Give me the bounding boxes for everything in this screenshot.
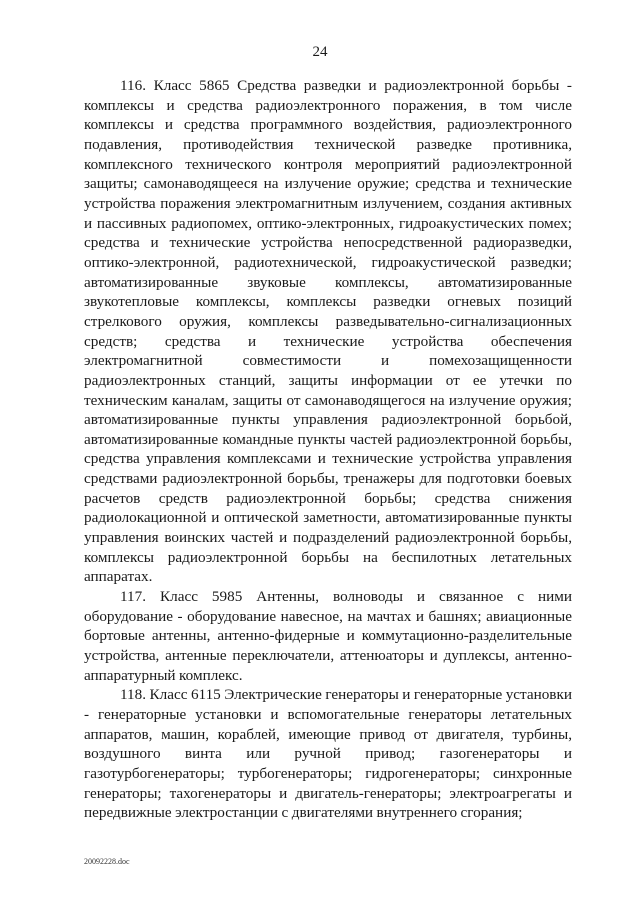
paragraph-116: 116. Класс 5865 Средства разведки и радиоэлектронной борьбы - комплексы и средства радиоэлектронного поражения, в том числе комплексы и средства программного воздействия, радиоэлектронного подавления, противодействия технической разведке противника, комплексного технического контроля мероприятий радиоэлектронной защиты; самонаводящееся на излучение оружие; средства и технические устройства поражения электромагнитным излучением, создания активных и пассивных радиопомех, оптико-электронных, гидроакустических помех; средства и технические устройства непосредственной радиоразведки, оптико-электронной, радиотехнической, гидроакустической разведки; автоматизированные звуковые комплексы, автоматизированные звукотепловые комплексы, комплексы разведки огневых позиций стрелкового оружия, комплексы разведывательно-сигнализационных средств; средства и технические устройства обеспечения электромагнитной совместимости и помехозащищенности радиоэлектронных станций, защиты информации от ее утечки по техническим каналам, защиты от самонаводящегося на излучение оружия; автоматизированные пункты управления радиоэлектронной борьбой, автоматизированные командные пункты частей радиоэлектронной борьбы, средства управления комплексами и технические устройства управления средствами радиоэлектронной борьбы, тренажеры для подготовки боевых расчетов средств радиоэлектронной борьбы; средства снижения радиолокационной и оптической заметности, автоматизированные пункты управления воинских частей и подразделений радиоэлектронной борьбы, комплексы радиоэлектронной борьбы на беспилотных летательных аппаратах. xyxy=(84,77,572,586)
page-number: 24 xyxy=(312,44,328,60)
paragraph-117: 117. Класс 5985 Антенны, волноводы и связанное с ними оборудование - оборудование навесное, на мачтах и башнях; авиационные бортовые антенны, антенно-фидерные и коммутационно-разделительные устройства, антенные переключатели, аттенюаторы и дуплексы, антенно-аппаратурный комплекс. xyxy=(84,588,572,684)
document-body xyxy=(84,76,572,823)
paragraph-118: 118. Класс 6115 Электрические генераторы и генераторные установки - генераторные установки и вспомогательные генераторы летательных аппаратов, машин, кораблей, имеющие привод от двигателя, турбины, воздушного винта или ручной привод; газогенераторы и газотурбогенераторы; турбогенераторы; гидрогенераторы; синхронные генераторы; тахогенераторы и двигатель-генераторы; электроагрегаты и передвижные электростанции с двигателями внутреннего сгорания; xyxy=(84,686,572,822)
footer-filename: 20092228.doc xyxy=(84,857,130,866)
